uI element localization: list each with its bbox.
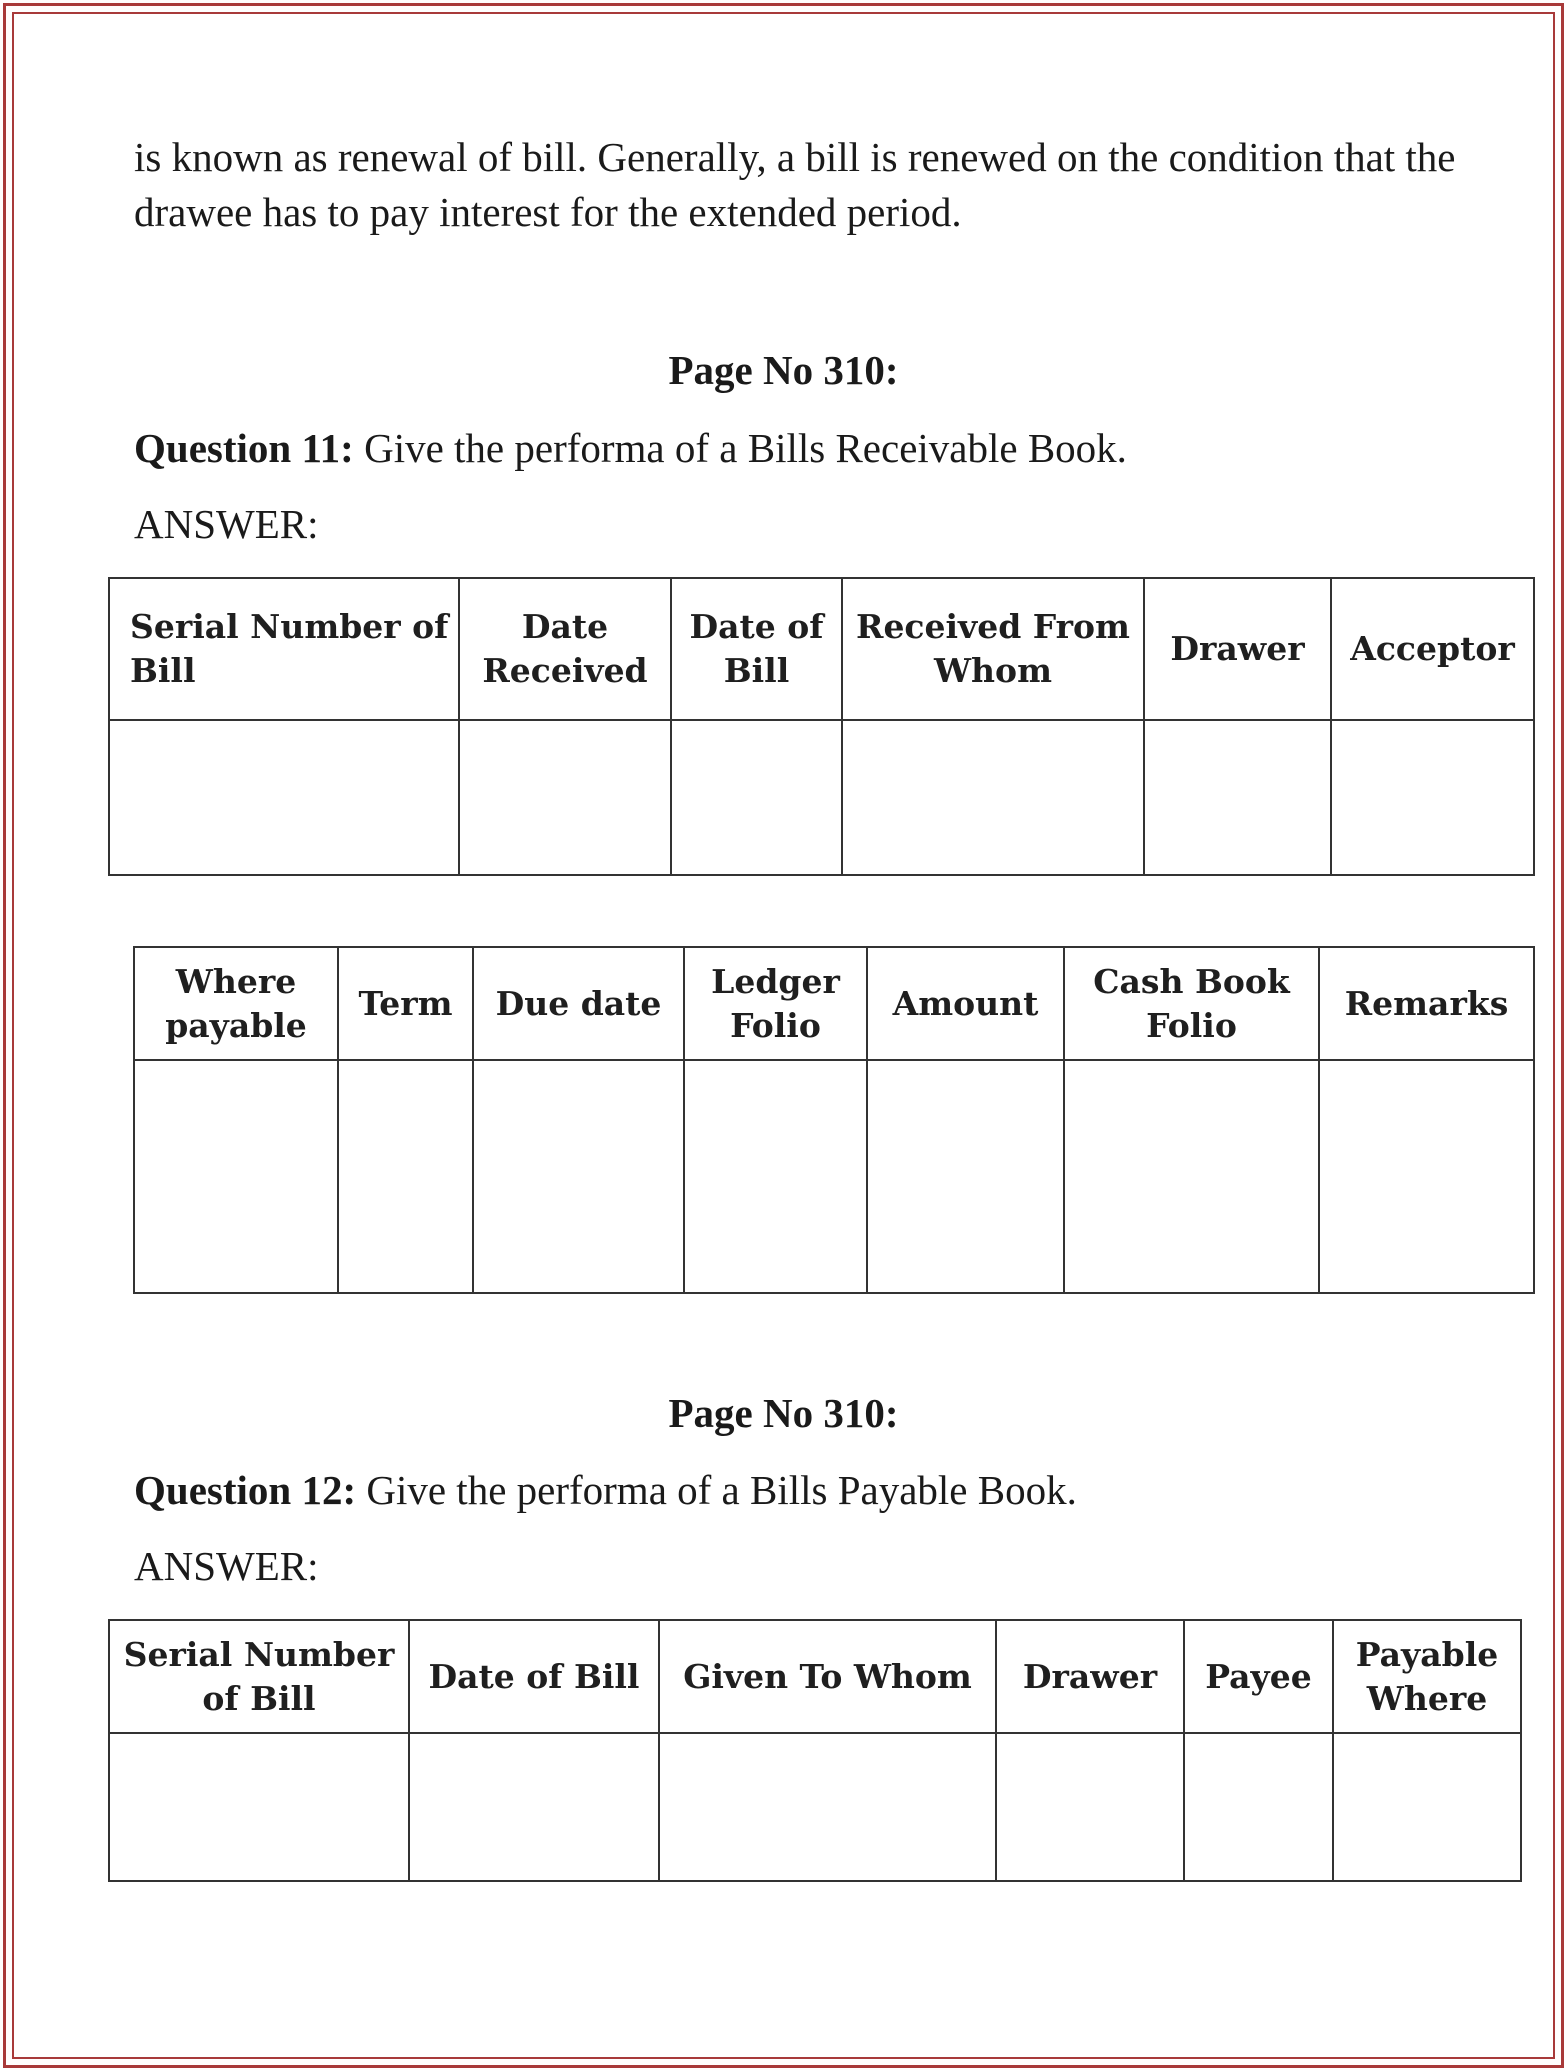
page-heading-1: Page No 310: xyxy=(668,347,899,393)
question-11-text: Give the performa of a Bills Receivable Book. xyxy=(353,425,1127,471)
column-header: Date of Bill xyxy=(671,578,842,720)
question-11 xyxy=(134,424,1127,472)
table-cell xyxy=(1064,1060,1319,1293)
table-cell xyxy=(134,1060,338,1293)
table-cell xyxy=(409,1733,659,1881)
table-header-row xyxy=(109,1620,1521,1733)
table-cell xyxy=(659,1733,996,1881)
column-header: Amount xyxy=(867,947,1064,1060)
table-cell xyxy=(996,1733,1184,1881)
table-cell xyxy=(1331,720,1534,875)
question-11-label: Question 11: xyxy=(134,425,354,471)
question-12-label: Question 12: xyxy=(134,1467,357,1513)
table-row xyxy=(109,1733,1521,1881)
question-12 xyxy=(134,1466,1077,1514)
table-row xyxy=(134,1060,1534,1293)
column-header: Given To Whom xyxy=(659,1620,996,1733)
table-cell xyxy=(671,720,842,875)
bills-payable-table xyxy=(108,1619,1522,1882)
column-header: Remarks xyxy=(1319,947,1534,1060)
table-cell xyxy=(1319,1060,1534,1293)
table-cell xyxy=(842,720,1144,875)
table-cell xyxy=(1144,720,1331,875)
column-header: Due date xyxy=(473,947,684,1060)
table-header-row xyxy=(134,947,1534,1060)
table-cell xyxy=(109,720,459,875)
column-header: Drawer xyxy=(996,1620,1184,1733)
question-12-text: Give the performa of a Bills Payable Book. xyxy=(356,1467,1077,1513)
column-header: Payable Where xyxy=(1333,1620,1521,1733)
table-cell xyxy=(473,1060,684,1293)
answer-label-12: ANSWER: xyxy=(134,1543,319,1589)
bills-receivable-table-part1 xyxy=(108,577,1535,876)
column-header: Drawer xyxy=(1144,578,1331,720)
column-header: Where payable xyxy=(134,947,338,1060)
column-header: Serial Number of Bill xyxy=(109,578,459,720)
column-header: Acceptor xyxy=(1331,578,1534,720)
table-row xyxy=(109,720,1534,875)
table-cell xyxy=(109,1733,409,1881)
table-cell xyxy=(338,1060,473,1293)
column-header: Cash Book Folio xyxy=(1064,947,1319,1060)
page-heading-2: Page No 310: xyxy=(668,1390,899,1436)
table-cell xyxy=(1333,1733,1521,1881)
column-header: Serial Number of Bill xyxy=(109,1620,409,1733)
column-header: Payee xyxy=(1184,1620,1333,1733)
column-header: Received From Whom xyxy=(842,578,1144,720)
column-header: Date Received xyxy=(459,578,671,720)
column-header: Date of Bill xyxy=(409,1620,659,1733)
column-header: Ledger Folio xyxy=(684,947,867,1060)
column-header: Term xyxy=(338,947,473,1060)
table-cell xyxy=(684,1060,867,1293)
bills-receivable-table-part2 xyxy=(133,946,1535,1294)
answer-label-11: ANSWER: xyxy=(134,501,319,547)
table-cell xyxy=(459,720,671,875)
table-header-row xyxy=(109,578,1534,720)
table-cell xyxy=(867,1060,1064,1293)
table-cell xyxy=(1184,1733,1333,1881)
intro-paragraph: is known as renewal of bill. Generally, a bill is renewed on the condition that the drawee has to pay interest for the extended period. xyxy=(134,134,1456,235)
